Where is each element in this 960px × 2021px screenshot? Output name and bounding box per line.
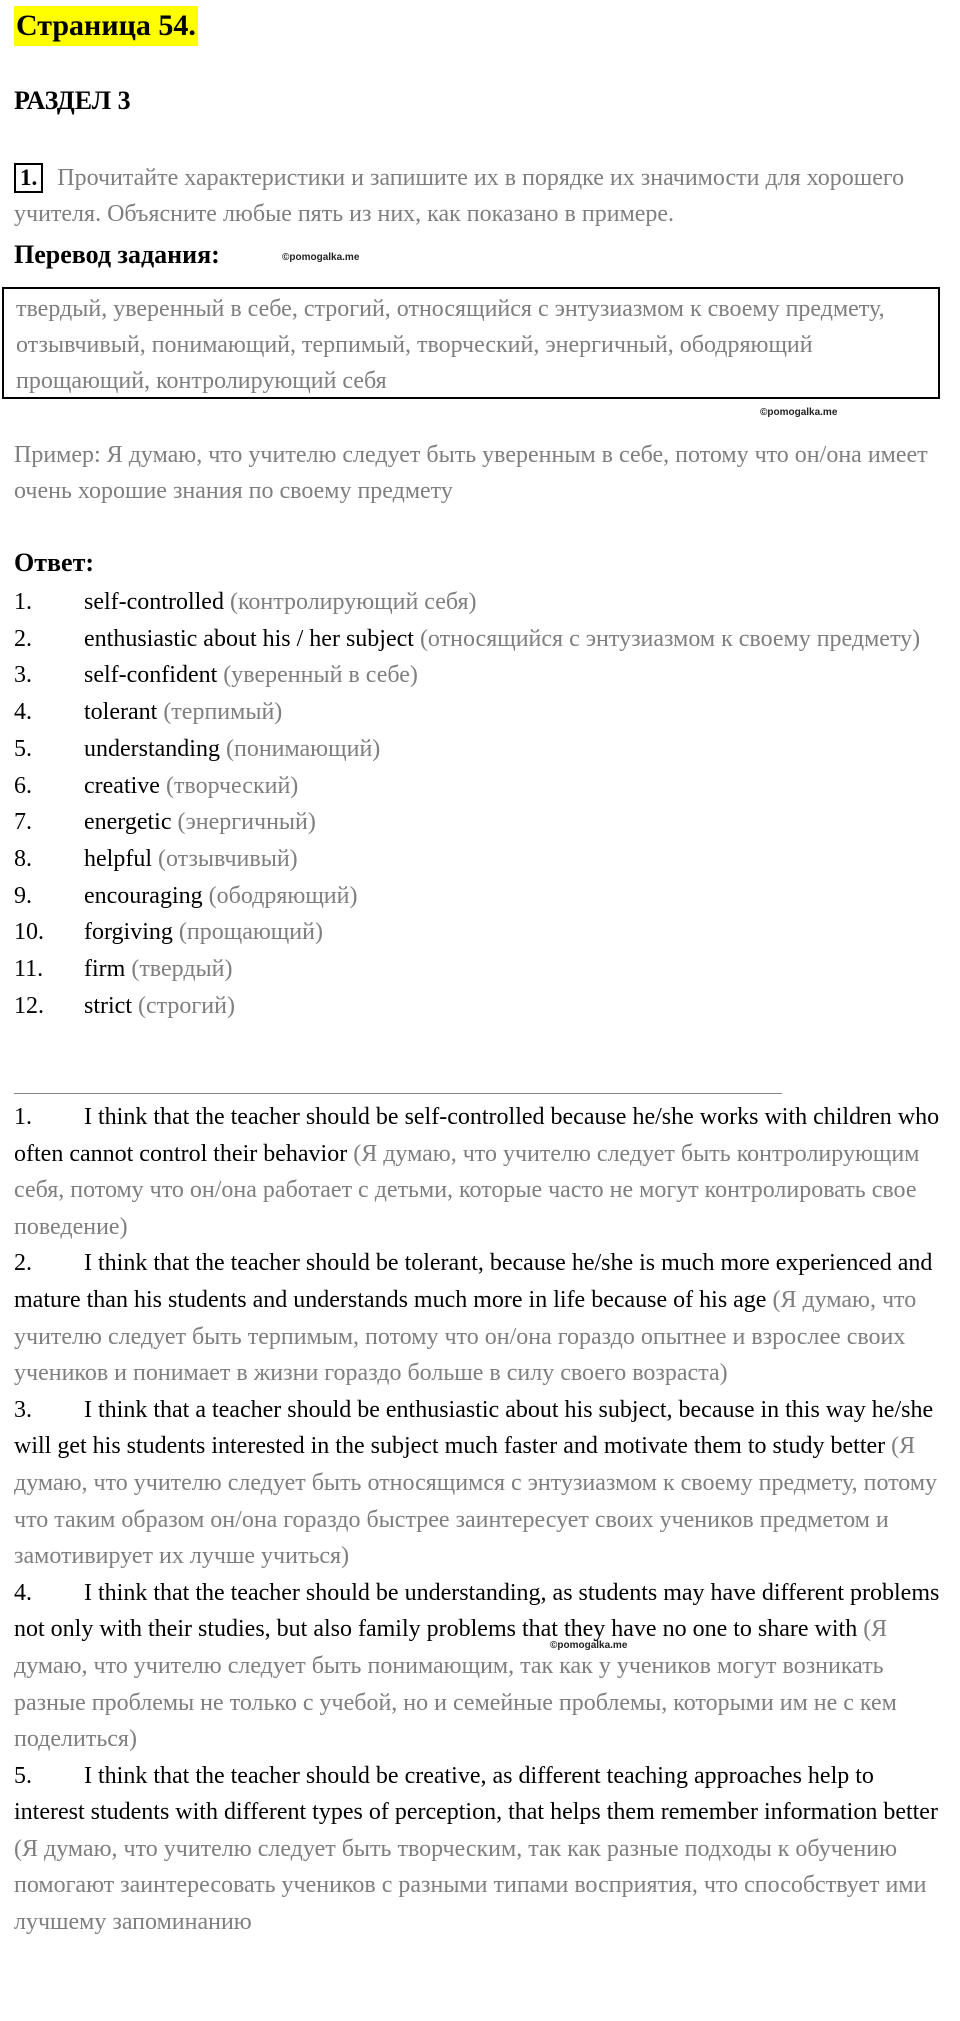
essay-russian: (Я думаю, что учителю следует быть творческим, так как разные подходы к обучению помогают заинтересовать учеников с разными типами восприятия, что способствует ими лучшему запоминанию <box>14 1835 927 1936</box>
essay-english: I think that the teacher should be self-controlled because he/she works with children who often cannot control their behavior <box>14 1104 940 1167</box>
answer-item <box>14 988 944 1025</box>
answer-number: 2. <box>14 625 32 652</box>
answer-russian: (энергичный) <box>177 809 316 836</box>
answer-item <box>14 914 944 951</box>
task-statement <box>14 160 944 232</box>
example-text: Пример: Я думаю, что учителю следует быть уверенным в себе, потому что он/она имеет очень хорошие знания по своему предмету <box>14 442 928 504</box>
answer-english: strict <box>84 992 132 1019</box>
essay-english: I think that the teacher should be tolerant, because he/she is much more experienced and mature than his students and understands much more in life because of his age <box>14 1250 933 1313</box>
watermark-3: ©pomogalka.me <box>550 1640 628 1651</box>
task-number: 1. <box>14 163 43 193</box>
characteristics-box: твердый, уверенный в себе, строгий, относящийся с энтузиазмом к своему предмету, отзывчивый, понимающий, терпимый, творческий, энергичный, ободряющий прощающий, контролирующий себя <box>2 287 940 399</box>
answer-number: 7. <box>14 809 32 836</box>
answer-number: 1. <box>14 589 32 615</box>
essay-number: 3. <box>14 1396 32 1423</box>
answer-russian: (творческий) <box>165 772 299 799</box>
watermark-1: ©pomogalka.me <box>282 252 360 263</box>
answer-russian: (понимающий) <box>225 735 381 762</box>
answer-number: 8. <box>14 845 32 872</box>
answer-russian: (относящийся с энтузиазмом к своему предмету) <box>419 625 921 652</box>
answer-english: helpful <box>84 845 152 872</box>
answer-russian: (строгий) <box>138 992 235 1019</box>
answer-russian: (терпимый) <box>163 699 283 726</box>
answer-english: forgiving <box>84 919 173 946</box>
answer-number: 5. <box>14 735 32 762</box>
essay-paragraph <box>14 1392 944 1575</box>
answer-english: understanding <box>84 735 220 762</box>
answer-english: self-controlled <box>84 589 224 615</box>
answer-item <box>14 694 944 731</box>
essay-english: I think that the teacher should be creative, as different teaching approaches help to interest students with different types of perception, that helps them remember information better <box>14 1762 938 1826</box>
answer-number: 11. <box>14 956 44 983</box>
answer-item <box>14 621 944 658</box>
answer-label: Ответ: <box>14 548 95 577</box>
answer-english: self-confident <box>84 662 218 689</box>
essay-paragraph <box>14 1245 944 1391</box>
answer-english: firm <box>84 956 126 983</box>
answer-item <box>14 657 944 694</box>
essay-russian: (Я думаю, что учителю следует быть понимающим, так как у учеников могут возникать разные проблемы не только с учебой, но и семейные проблемы, которыми им не с кем поделиться) <box>14 1616 897 1753</box>
essay-russian: (Я думаю, что учителю следует быть контролирующим себя, потому что он/она работает с детьми, которые часто не могут контролировать свое поведение) <box>14 1140 920 1240</box>
answer-number: 12. <box>14 992 44 1019</box>
translation-label: Перевод задания: <box>14 240 220 269</box>
watermark-2: ©pomogalka.me <box>760 407 838 418</box>
answer-item <box>14 841 944 878</box>
answer-russian: (контролирующий себя) <box>229 589 477 615</box>
section-title: РАЗДЕЛ 3 <box>14 86 131 115</box>
essay-paragraph <box>14 1575 944 1758</box>
answer-number: 3. <box>14 662 32 689</box>
essay-list <box>14 1099 944 1941</box>
essay-paragraph <box>14 1758 944 1941</box>
answer-item <box>14 878 944 915</box>
essay-russian: (Я думаю, что учителю следует быть терпимым, потому что он/она гораздо опытнее и взрослее своих учеников и понимает в жизни гораздо больше в силу своего возраста) <box>14 1286 917 1387</box>
answer-item <box>14 804 944 841</box>
answer-russian: (ободряющий) <box>208 882 358 909</box>
answer-english: tolerant <box>84 699 158 726</box>
essay-number: 1. <box>14 1104 32 1130</box>
answer-english: energetic <box>84 809 172 836</box>
essay-english: I think that a teacher should be enthusiastic about his subject, because in this way he/she will get his students interested in the subject much faster and motivate them to study better <box>14 1396 934 1460</box>
divider <box>14 1093 782 1094</box>
answer-item <box>14 731 944 768</box>
answer-english: enthusiastic about his / her subject <box>84 625 414 652</box>
answer-russian: (уверенный в себе) <box>223 662 418 689</box>
essay-russian: (Я думаю, что учителю следует быть относящимся с энтузиазмом к своему предмету, потому что таким образом он/она гораздо быстрее заинтересует своих учеников предметом и замотивирует их лучше учиться) <box>14 1433 938 1570</box>
essay-number: 5. <box>14 1762 32 1789</box>
answer-english: creative <box>84 772 160 799</box>
task-text: Прочитайте характеристики и запишите их в порядке их значимости для хорошего учителя. Объясните любые пять из них, как показано в примере. <box>14 165 905 227</box>
answer-russian: (твердый) <box>131 956 233 983</box>
answer-item <box>14 768 944 805</box>
essay-english: I think that the teacher should be understanding, as students may have different problems not only with their studies, but also family problems that they have no one to share with <box>14 1579 940 1643</box>
essay-number: 4. <box>14 1579 32 1606</box>
answer-item <box>14 584 944 621</box>
answer-number: 10. <box>14 919 44 946</box>
answer-item <box>14 951 944 988</box>
answer-number: 4. <box>14 699 32 726</box>
answer-number: 6. <box>14 772 32 799</box>
answer-english: encouraging <box>84 882 203 909</box>
answer-number: 9. <box>14 882 32 909</box>
page-title: Страница 54. <box>14 6 198 46</box>
answer-list <box>14 584 944 1024</box>
answer-russian: (отзывчивый) <box>157 845 298 872</box>
essay-number: 2. <box>14 1250 32 1277</box>
essay-paragraph <box>14 1099 944 1245</box>
answer-russian: (прощающий) <box>178 919 323 946</box>
